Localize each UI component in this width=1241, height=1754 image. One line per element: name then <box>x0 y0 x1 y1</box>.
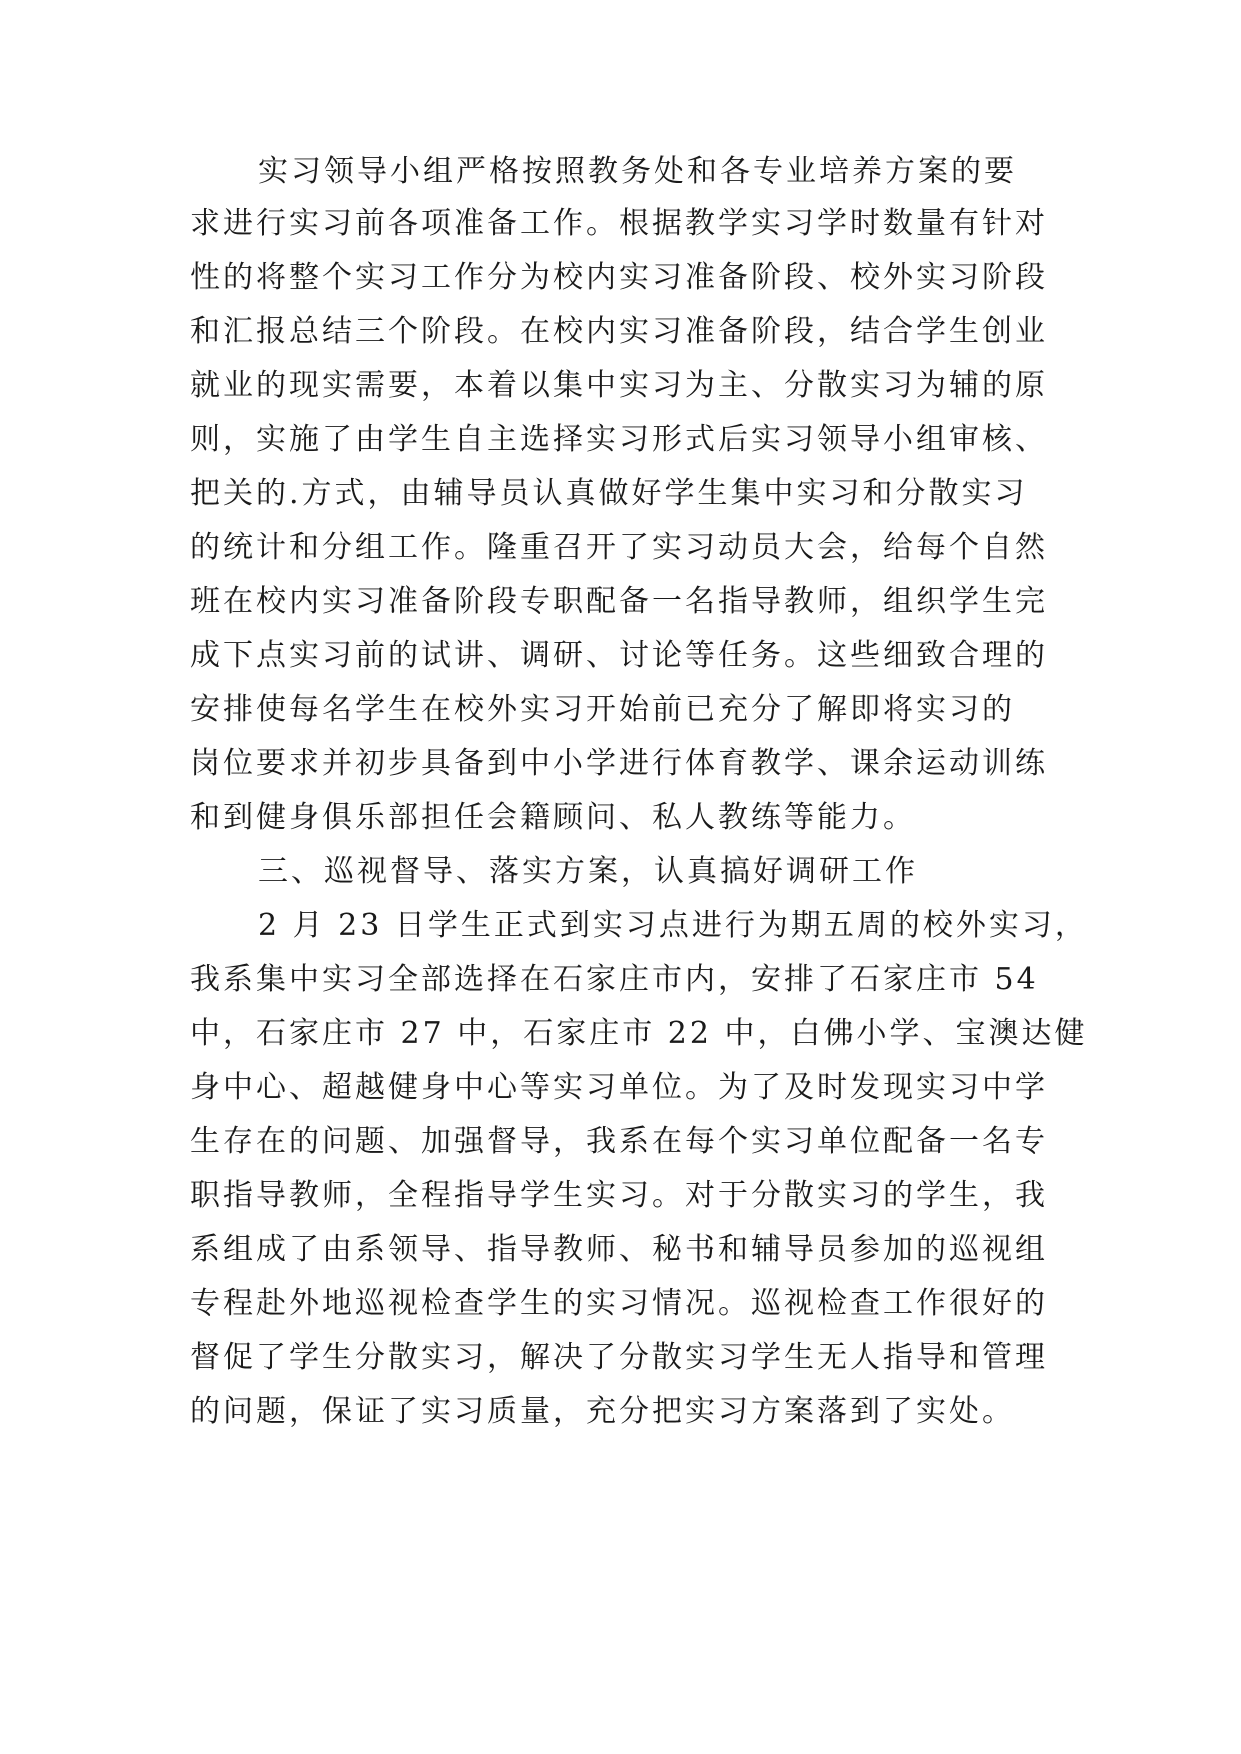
text-line: 2 月 23 日学生正式到实习点进行为期五周的校外实习， <box>258 908 1088 943</box>
text-line: 专程赴外地巡视检查学生的实习情况。巡视检查工作很好的 <box>190 1286 1048 1321</box>
text-line: 中，石家庄市 27 中，石家庄市 22 中，白佛小学、宝澳达健 <box>190 1016 1088 1051</box>
text-line: 成下点实习前的试讲、调研、讨论等任务。这些细致合理的 <box>190 638 1048 673</box>
text-line: 职指导教师，全程指导学生实习。对于分散实习的学生，我 <box>190 1178 1048 1213</box>
text-line: 实习领导小组严格按照教务处和各专业培养方案的要 <box>258 154 1017 189</box>
text-line: 性的将整个实习工作分为校内实习准备阶段、校外实习阶段 <box>190 260 1048 295</box>
text-line: 的问题，保证了实习质量，充分把实习方案落到了实处。 <box>190 1394 1015 1429</box>
text-line: 和汇报总结三个阶段。在校内实习准备阶段，结合学生创业 <box>190 314 1048 349</box>
text-line: 身中心、超越健身中心等实习单位。为了及时发现实习中学 <box>190 1070 1048 1105</box>
text-line: 安排使每名学生在校外实习开始前已充分了解即将实习的 <box>190 692 1015 727</box>
text-line: 和到健身俱乐部担任会籍顾问、私人教练等能力。 <box>190 800 916 835</box>
text-line: 岗位要求并初步具备到中小学进行体育教学、课余运动训练 <box>190 746 1048 781</box>
text-line: 就业的现实需要，本着以集中实习为主、分散实习为辅的原 <box>190 368 1048 403</box>
text-line: 生存在的问题、加强督导，我系在每个实习单位配备一名专 <box>190 1124 1048 1159</box>
text-line: 系组成了由系领导、指导教师、秘书和辅导员参加的巡视组 <box>190 1232 1048 1267</box>
text-line: 把关的.方式，由辅导员认真做好学生集中实习和分散实习 <box>190 476 1028 511</box>
text-line: 求进行实习前各项准备工作。根据教学实习学时数量有针对 <box>190 206 1048 241</box>
section-heading: 三、巡视督导、落实方案，认真搞好调研工作 <box>258 854 918 889</box>
text-line: 的统计和分组工作。隆重召开了实习动员大会，给每个自然 <box>190 530 1048 565</box>
text-line: 督促了学生分散实习，解决了分散实习学生无人指导和管理 <box>190 1340 1048 1375</box>
text-line: 则，实施了由学生自主选择实习形式后实习领导小组审核、 <box>190 422 1048 457</box>
text-line: 我系集中实习全部选择在石家庄市内，安排了石家庄市 54 <box>190 962 1039 997</box>
text-line: 班在校内实习准备阶段专职配备一名指导教师，组织学生完 <box>190 584 1048 619</box>
